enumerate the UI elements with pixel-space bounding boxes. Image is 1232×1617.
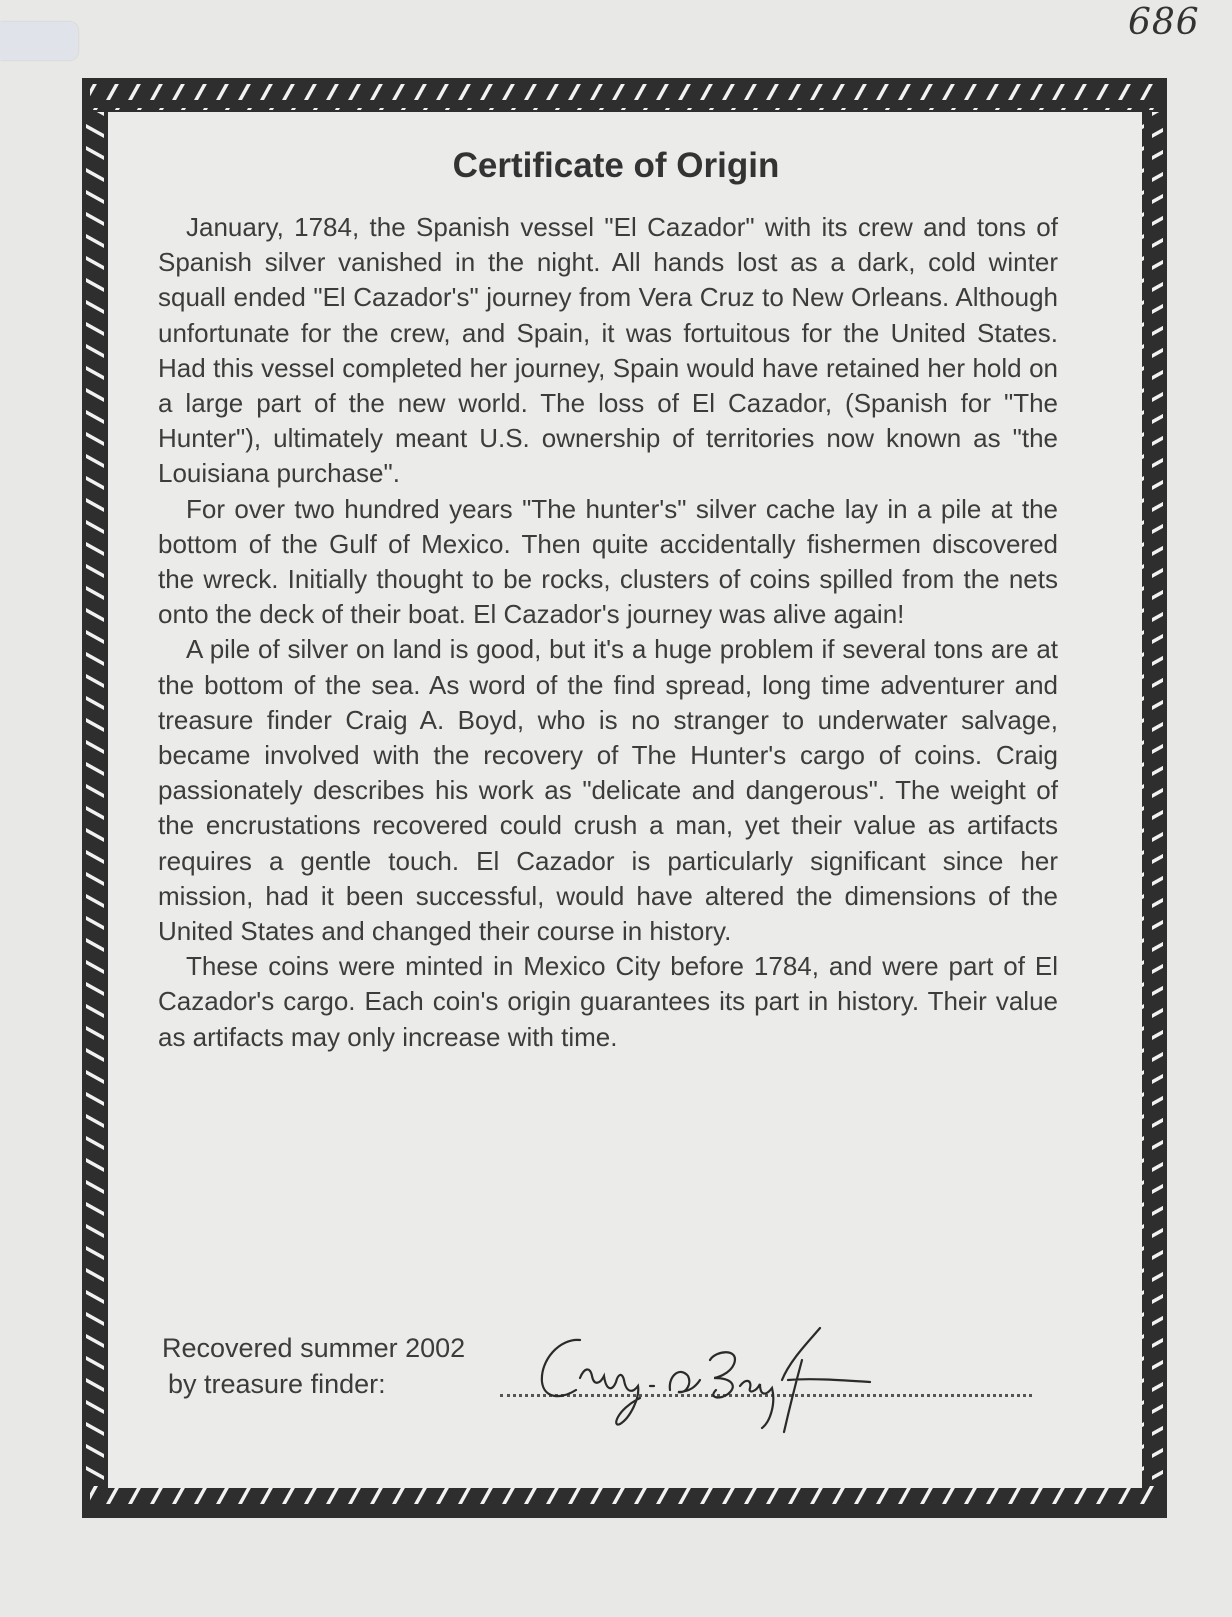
page-number: 686 <box>1128 2 1200 43</box>
paragraph-discovery: For over two hundred years "The hunter's" silver cache lay in a pile at the bottom of the Gulf of Mexico. Then quite accidentally fishermen discovered the wreck. Initially thought to be rocks, clusters of coins spilled from the nets onto the deck of their boat. El Cazador's journey was alive again! <box>158 493 1058 630</box>
tape-strip <box>0 22 78 60</box>
recovered-date: Recovered summer 2002 <box>162 1333 466 1363</box>
signature <box>520 1320 900 1440</box>
paragraph-recovery: A pile of silver on land is good, but it's a huge problem if several tons are at the bottom of the sea. As word of the find spread, long time adventurer and treasure finder Craig A. Boyd, who is no stranger to underwater salvage, became involved with the recovery of The Hunter's cargo of coins. Craig passionately describes his work as "delicate and dangerous". The weight of the encrustations recovered could crush a man, yet their value as artifacts requires a gentle touch. El Cazador is particularly significant since her mission, had it been successful, would have altered the dimensions of the United States and changed their course in history. <box>158 634 1058 947</box>
certificate-title: Certificate of Origin <box>452 146 780 185</box>
recovered-by-block <box>162 1330 465 1402</box>
paragraph-history: January, 1784, the Spanish vessel "El Cazador" with its crew and tons of Spanish silver vanished in the night. All hands lost as a dark, cold winter squall ended "El Cazador's" journey from Vera Cruz to New Orleans. Although unfortunate for the crew, and Spain, it was fortuitous for the United States. Had this vessel completed her journey, Spain would have retained her hold on a large part of the new world. The loss of El Cazador, (Spanish for "The Hunter"), ultimately meant U.S. ownership of territories now known as "the Louisiana purchase". <box>158 212 1058 489</box>
certificate-body <box>158 210 1058 1055</box>
paragraph-coins: These coins were minted in Mexico City before 1784, and were part of El Cazador's cargo. Each coin's origin guarantees its part in history. Their value as artifacts may only increase with time. <box>158 951 1058 1052</box>
recovered-by-label: by treasure finder: <box>168 1369 386 1399</box>
